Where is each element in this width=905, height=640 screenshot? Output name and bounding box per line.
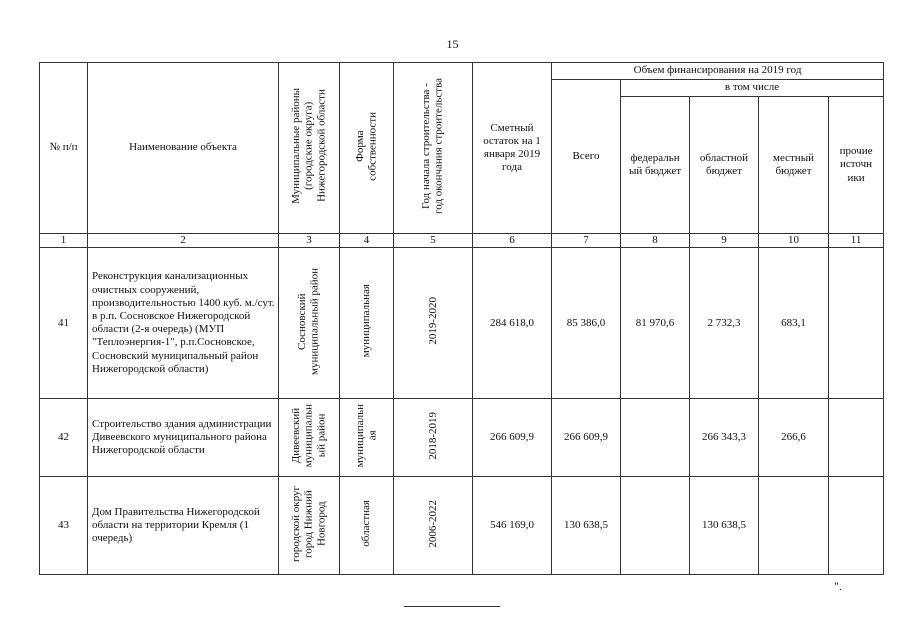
column-number: 10 [759, 234, 829, 248]
table-row [40, 477, 884, 575]
column-number: 11 [829, 234, 884, 248]
row-federal: 81 970,6 [621, 248, 690, 399]
header-funding-group: Объем финансирования на 2019 год [552, 63, 884, 80]
header-districts: Муниципальные районы (городские округа) Нижегородской области [290, 87, 328, 204]
financing-table [39, 62, 884, 575]
column-number: 8 [621, 234, 690, 248]
header-name: Наименование объекта [88, 63, 279, 234]
row-ownership: муниципальная [360, 284, 373, 358]
row-years: 2019-2020 [426, 297, 439, 345]
header-num: № п/п [40, 63, 88, 234]
column-numbers-row [40, 234, 884, 248]
header-federal: федеральн ый бюджет [621, 97, 690, 234]
row-years: 2018-2019 [426, 411, 439, 460]
row-years: 2006-2022 [426, 499, 439, 548]
row-num: 43 [40, 477, 88, 575]
row-regional: 266 343,3 [690, 399, 759, 477]
row-other [829, 399, 884, 477]
closing-quote-mark: ". [834, 579, 842, 593]
row-ownership: областная [360, 500, 373, 547]
header-local: местный бюджет [759, 97, 829, 234]
row-total: 85 386,0 [552, 248, 621, 399]
page-number: 15 [446, 37, 459, 51]
header-years: Год начала строительства - год окончания строительства [420, 77, 445, 214]
header-ownership: Форма собственности [353, 111, 379, 181]
row-local: 683,1 [759, 248, 829, 399]
row-remainder: 546 169,0 [473, 477, 552, 575]
column-number: 5 [394, 234, 473, 248]
object-name: Дом Правительства Нижегородской области на территории Кремля (1 очередь) [88, 477, 279, 575]
column-number: 6 [473, 234, 552, 248]
row-district: Сосновский муниципальный район [296, 267, 321, 375]
object-name: Реконструкция канализационных очистных сооружений, производительностью 1400 куб. м./сут. в р.п. Сосновское Нижегородской области (2-я очередь) (МУП "Теплоэнергия-1", р.п.Сосновское, Сосновский муниципальный район Нижегородской области) [88, 248, 279, 399]
row-federal [621, 477, 690, 575]
row-total: 266 609,9 [552, 399, 621, 477]
footnote-divider [404, 606, 500, 607]
row-local: 266,6 [759, 399, 829, 477]
column-number: 3 [279, 234, 340, 248]
row-other [829, 248, 884, 399]
row-remainder: 284 618,0 [473, 248, 552, 399]
row-local [759, 477, 829, 575]
object-name: Строительство здания администрации Дивеевского муниципального района Нижегородской области [88, 399, 279, 477]
header-total: Всего [552, 80, 621, 234]
column-number: 7 [552, 234, 621, 248]
row-district: городской округ город Нижний Новгород [290, 485, 328, 562]
column-number: 9 [690, 234, 759, 248]
row-remainder: 266 609,9 [473, 399, 552, 477]
column-number: 4 [340, 234, 394, 248]
header-remainder: Сметный остаток на 1 января 2019 года [473, 63, 552, 234]
table-row [40, 399, 884, 477]
row-district: Дивеевский муниципальн ый район [290, 403, 328, 468]
row-total: 130 638,5 [552, 477, 621, 575]
header-regional: областной бюджет [690, 97, 759, 234]
row-ownership: муниципальн ая [353, 403, 379, 468]
column-number: 2 [88, 234, 279, 248]
row-federal [621, 399, 690, 477]
row-other [829, 477, 884, 575]
column-number: 1 [40, 234, 88, 248]
row-regional: 2 732,3 [690, 248, 759, 399]
table-row [40, 248, 884, 399]
row-num: 41 [40, 248, 88, 399]
row-regional: 130 638,5 [690, 477, 759, 575]
header-including: в том числе [621, 80, 884, 97]
row-num: 42 [40, 399, 88, 477]
header-other: прочие источн ики [829, 97, 884, 234]
